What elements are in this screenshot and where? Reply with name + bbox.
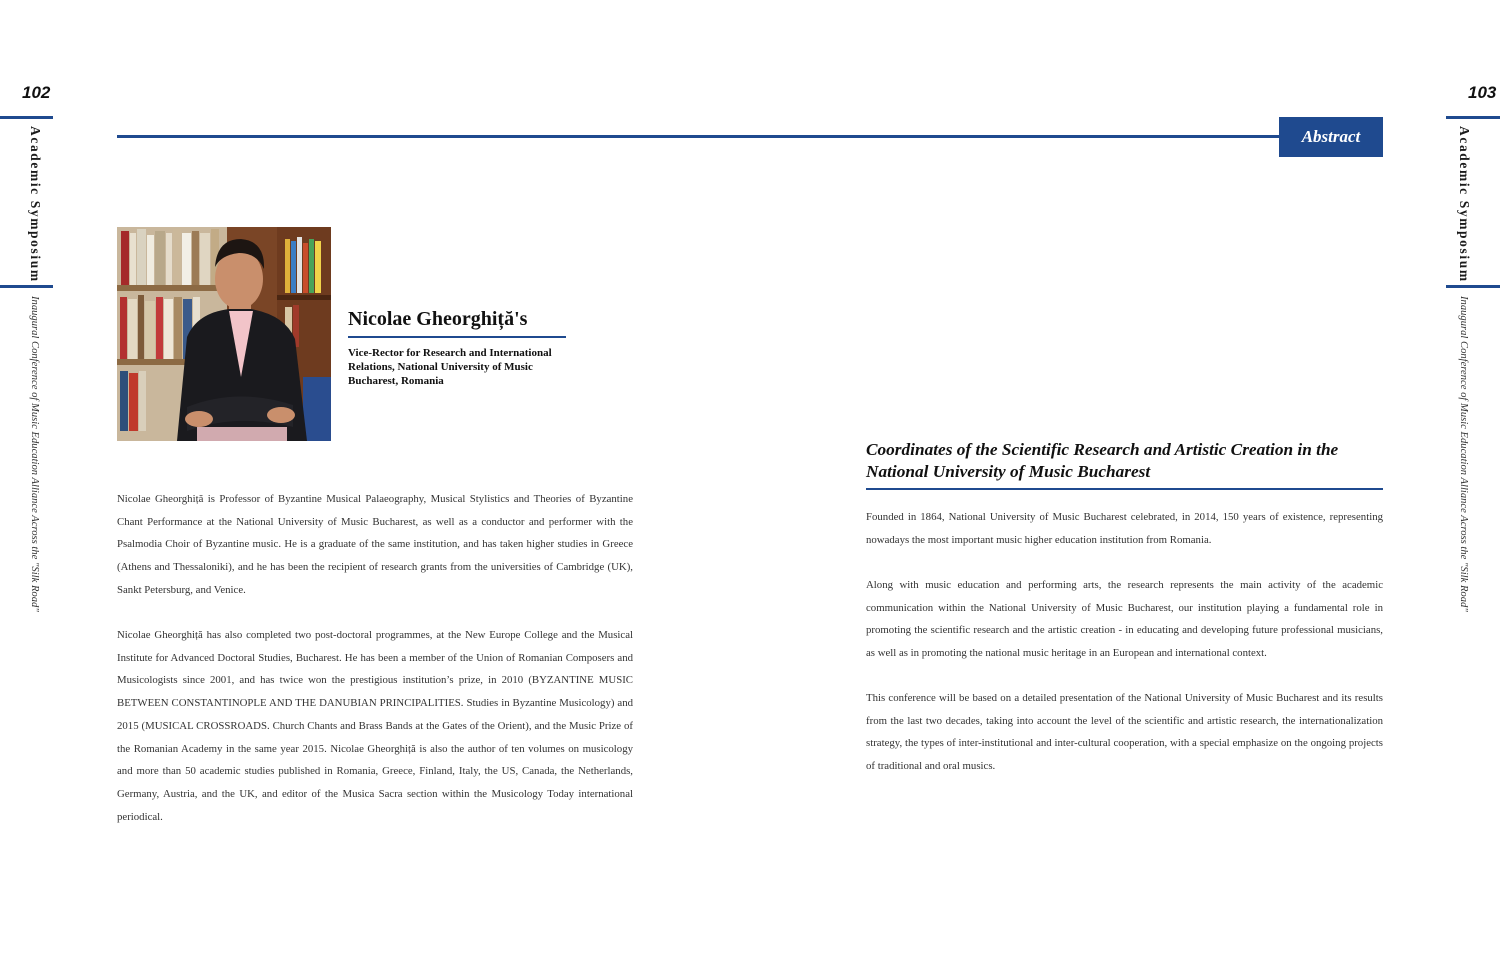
page-number-left: 102 [22,83,51,102]
abstract-paragraph: Founded in 1864, National University of Music Bucharest celebrated, in 2014, 150 years of existence, representing nowadays the most important music higher education institution from Romania. [866,511,1383,546]
abstract-tag: Abstract [1279,117,1383,157]
author-name: Nicolae Gheorghiță's [348,308,528,330]
running-title-right: Academic Symposium [1457,126,1472,283]
header-rule [117,135,1282,138]
running-title-left: Academic Symposium [28,126,43,283]
right-margin-rule-bottom [1446,285,1500,288]
portrait-photo [117,227,331,441]
bio-paragraph: Nicolae Gheorghiță is Professor of Byzantine Musical Palaeography, Musical Stylistics and Theories of Byzantine Chant Performance at the National University of Music Bucharest, as well as a conductor and performer with the Psalmodia Choir of Byzantine music. He is a graduate of the same institution, and has taken higher studies in Greece (Athens and Thessaloniki), and he has been the recipient of research grants from the universities of Cambridge (UK), Sankt Petersburg, and Venice. [117,493,633,596]
author-role: Vice-Rector for Research and International Relations, National University of Music Bucharest, Romania [348,347,552,387]
running-subtitle-right: Inaugural Conference of Music Education Alliance Across the "Silk Road" [1458,296,1469,612]
article-title-rule [866,488,1383,490]
portrait-illustration [117,227,331,441]
abstract-paragraph: Along with music education and performing arts, the research represents the main activity of the academic communication within the National University of Music Bucharest, our institution playing a fundamental role in promoting the scientific research and the artistic creation - in educating and developing future professional musicians, as well as in promoting the national music heritage in an European and international context. [866,579,1383,660]
bio-paragraph: Nicolae Gheorghiță has also completed two post-doctoral programmes, at the New Europe College and the Musical Institute for Advanced Doctoral Studies, Bucharest. He has been a member of the Union of Romanian Composers and Musicologists since 2001, and has twice won the prestigious institution’s prize, in 2010 (BYZANTINE MUSIC BETWEEN CONSTANTINOPLE AND THE DANUBIAN PRINCIPALITIES. Studies in Byzantine Musicology) and 2015 (MUSICAL CROSSROADS. Church Chants and Brass Bands at the Gates of the Orient), and the Music Prize of the Romanian Academy in the same year 2015. Nicolae Gheorghiță is also the author of ten volumes on musicology and more than 50 academic studies published in Romania, Greece, Finland, Italy, the US, Canada, the Netherlands, Germany, Austria, and the UK, and editor of the Musica Sacra section within the Musicology Today international periodical. [117,629,633,823]
abstract-paragraph: This conference will be based on a detailed presentation of the National University of Music Bucharest and its results from the last two decades, taking into account the level of the scientific and artistic research, the internationalization strategy, the types of inter-institutional and inter-cultural cooperation, with a special emphasize on the ongoing projects of traditional and oral musics. [866,692,1383,773]
page-number-right: 103 [1468,83,1497,102]
article-title: Coordinates of the Scientific Research and Artistic Creation in the National University of Music Bucharest [866,440,1339,481]
left-margin-rule-top [0,116,53,119]
left-margin-rule-bottom [0,285,53,288]
right-margin-rule-top [1446,116,1500,119]
running-subtitle-left: Inaugural Conference of Music Education Alliance Across the "Silk Road" [29,296,40,612]
author-name-rule [348,336,566,338]
